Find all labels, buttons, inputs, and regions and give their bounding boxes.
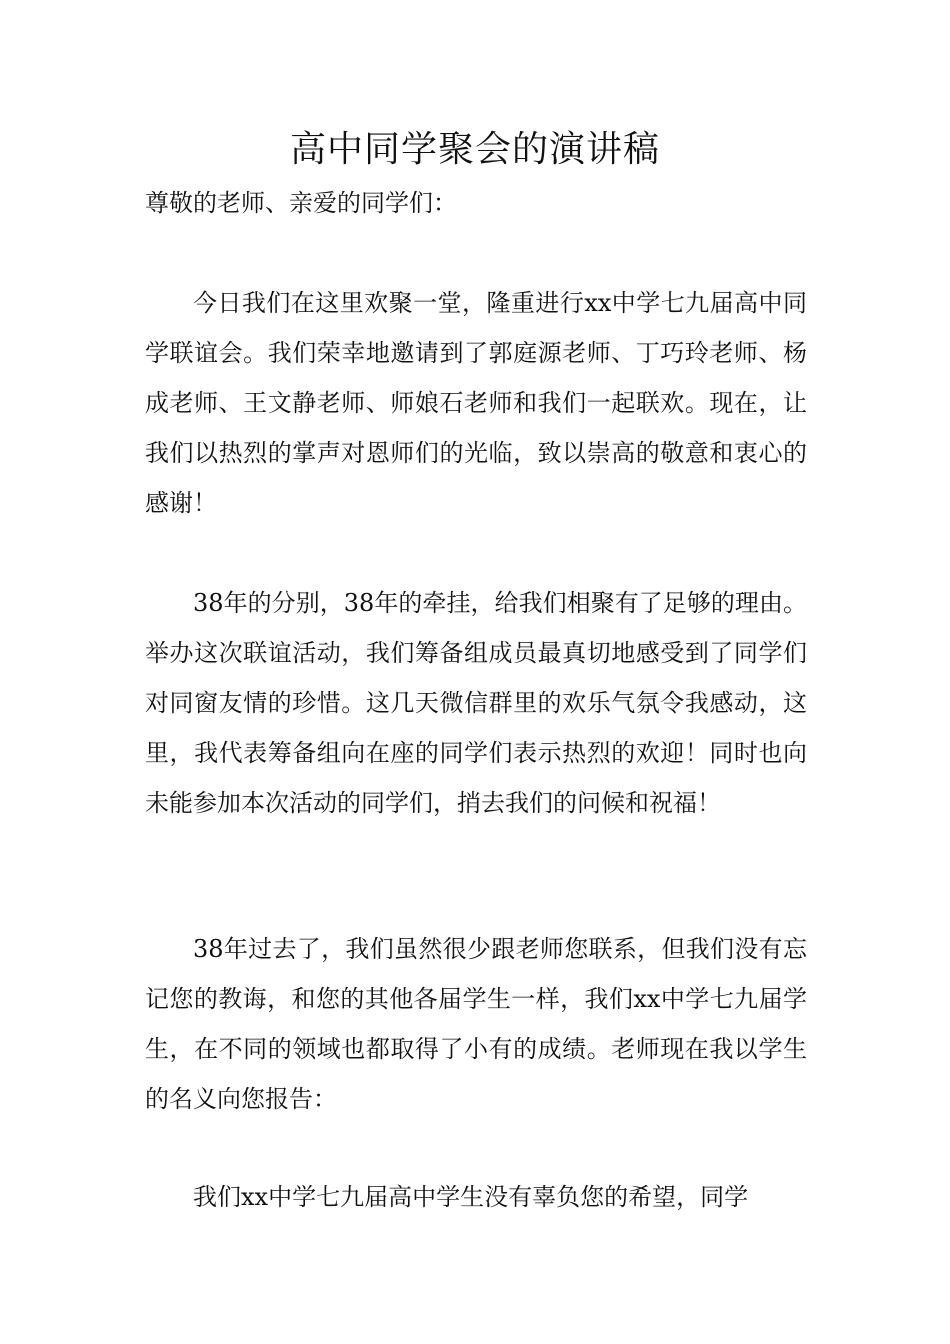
document-title: 高中同学聚会的演讲稿 <box>289 129 660 170</box>
paragraph-3: 38年过去了，我们虽然很少跟老师您联系，但我们没有忘记您的教诲，和您的其他各届学生一样，我们xx中学七九届学生，在不同的领域也都取得了小有的成绩。老师现在我以学生的名义向您报告： <box>145 935 807 1113</box>
paragraph-4: 我们xx中学七九届高中学生没有辜负您的希望，同学 <box>193 1183 749 1211</box>
paragraph-2: 38年的分别，38年的牵挂，给我们相聚有了足够的理由。举办这次联谊活动，我们筹备组成员最真切地感受到了同学们对同窗友情的珍惜。这几天微信群里的欢乐气氛令我感动，这里，我代表筹备组向在座的同学们表示热烈的欢迎！同时也向未能参加本次活动的同学们，捎去我们的问候和祝福！ <box>145 589 807 817</box>
salutation: 尊敬的老师、亲爱的同学们： <box>145 189 457 217</box>
paragraph-1: 今日我们在这里欢聚一堂，隆重进行xx中学七九届高中同学联谊会。我们荣幸地邀请到了郭庭源老师、丁巧玲老师、杨成老师、王文静老师、师娘石老师和我们一起联欢。现在，让我们以热烈的掌声对恩师们的光临，致以崇高的敬意和衷心的感谢！ <box>145 289 807 517</box>
